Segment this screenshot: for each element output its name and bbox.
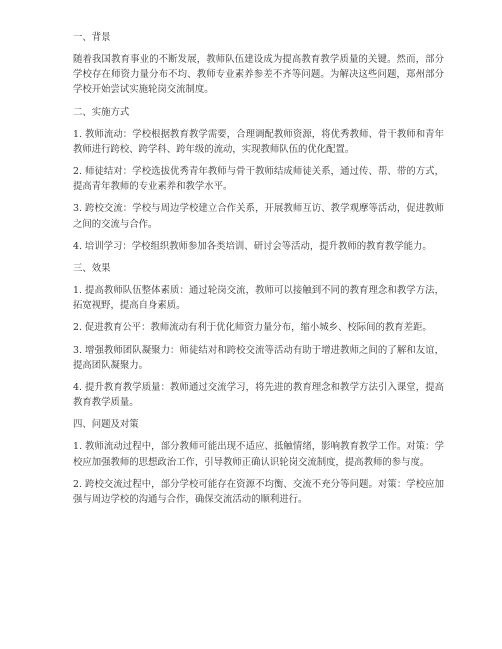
- paragraph-problems-2: 2. 跨校交流过程中，部分学校可能存在资源不均衡、交流不充分等问题。对策：学校应加强与周边学校的沟通与合作，确保交流活动的顺利进行。: [73, 478, 444, 506]
- paragraph-effects-1: 1. 提高教师队伍整体素质：通过轮岗交流，教师可以接触到不同的教育理念和教学方法，拓宽视野，提高自身素质。: [73, 285, 444, 312]
- paragraph-implementation-3: 3. 跨校交流：学校与周边学校建立合作关系，开展教师互访、教学观摩等活动，促进教师之间的交流与合作。: [73, 203, 444, 230]
- section-heading-problems: 四、问题及对策: [73, 419, 139, 431]
- section-heading-effects: 三、效果: [73, 263, 111, 275]
- paragraph-implementation-4: 4. 培训学习：学校组织教师参加各类培训、研讨会等活动，提升教师的教育教学能力。: [73, 240, 432, 252]
- paragraph-problems-1: 1. 教师流动过程中，部分教师可能出现不适应、抵触情绪，影响教育教学工作。对策：学校应加强教师的思想政治工作，引导教师正确认识轮岗交流制度，提高教师的参与度。: [73, 441, 444, 468]
- paragraph-effects-3: 3. 增强教师团队凝聚力：师徒结对和跨校交流等活动有助于增进教师之间的了解和友谊，提高团队凝聚力。: [73, 344, 444, 371]
- section-heading-background: 一、背景: [73, 32, 111, 43]
- paragraph-effects-4: 4. 提升教育教学质量：教师通过交流学习，将先进的教育理念和教学方法引入课堂，提高教育教学质量。: [73, 382, 444, 409]
- section-heading-implementation: 二、实施方式: [73, 106, 130, 118]
- paragraph-implementation-2: 2. 师徒结对：学校选拔优秀青年教师与骨干教师结成师徒关系，通过传、帮、带的方式，提高青年教师的专业素养和教学水平。: [73, 166, 444, 193]
- paragraph-implementation-1: 1. 教师流动：学校根据教育教学需要，合理调配教师资源，将优秀教师、骨干教师和青年教师进行跨校、跨学科、跨年级的流动，实现教师队伍的优化配置。: [73, 128, 444, 155]
- paragraph-background: 随着我国教育事业的不断发展，教师队伍建设成为提高教育教学质量的关键。然而，部分学校存在师资力量分布不均、教师专业素养参差不齐等问题。为解决这些问题，郑州部分学校开始尝试实施轮岗交流制度。: [73, 54, 444, 96]
- paragraph-effects-2: 2. 促进教育公平：教师流动有利于优化师资力量分布，缩小城乡、校际间的教育差距。: [73, 322, 432, 334]
